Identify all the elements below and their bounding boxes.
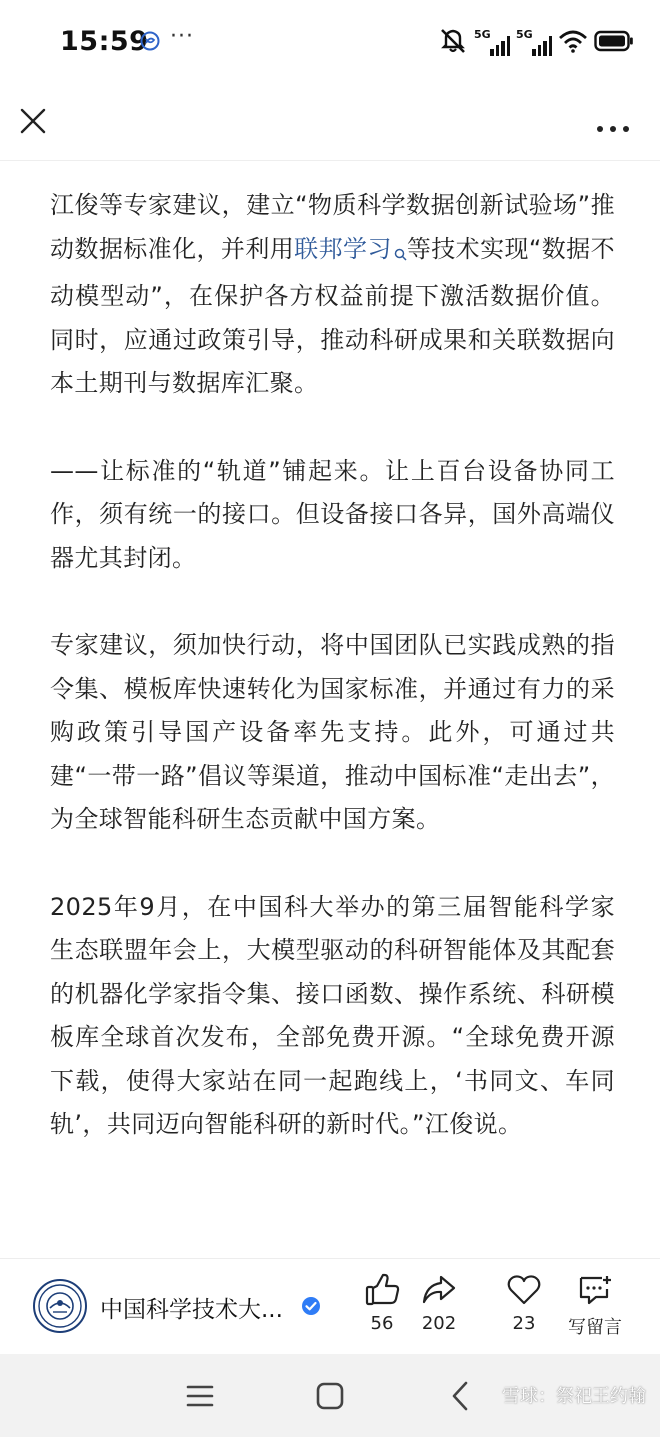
signal-2-label: 5G — [516, 28, 533, 41]
comment-button[interactable] — [555, 1273, 635, 1351]
thumbs-up-icon — [364, 1273, 400, 1307]
wifi-icon — [558, 29, 588, 57]
signal-1-label: 5G — [474, 28, 491, 41]
comment-label: 写留言 — [568, 1317, 622, 1338]
back-chevron-icon — [440, 1376, 480, 1416]
article-paragraph-4: 2025年9月，在中国科大举办的第三届智能科学家生态联盟年会上，大模型驱动的科研智能体及其配套的机器化学家指令集、接口函数、操作系统、科研模板库全球首次发布，全部免费开源。“全球免费开源下载，使得大家站在同一起跑线上，‘书同文、车同轨’，共同迈向智能科研的新时代。”江俊说。 — [50, 892, 615, 1139]
article-paragraph-1 — [50, 184, 615, 406]
like-count: 56 — [370, 1313, 394, 1334]
heart-icon — [506, 1273, 542, 1307]
top-bar — [0, 84, 660, 161]
article-paragraph-3: 专家建议，须加快行动，将中国团队已实践成熟的指令集、模板库快速转化为国家标准，并通过有力的采购政策引导国产设备率先支持。此外，可通过共建“一带一路”倡议等渠道，推动中国标准“走出去”，为全球智能科研生态贡献中国方案。 — [50, 630, 615, 834]
close-button[interactable] — [14, 102, 52, 140]
home-square-icon — [310, 1376, 350, 1416]
more-options-button[interactable] — [596, 118, 630, 126]
article-paragraph-2: ——让标准的“轨道”铺起来。让上百台设备协同工作，须有统一的接口。但设备接口各异，国外高端仪器尤其封闭。 — [50, 456, 615, 572]
signal-icon — [474, 28, 510, 58]
comment-icon — [577, 1273, 613, 1307]
nav-menu-button[interactable] — [180, 1376, 220, 1416]
status-time: 15:59 — [60, 26, 149, 57]
close-icon — [14, 102, 52, 140]
watermark-text: 雪球：祭祀王约翰 — [502, 1386, 646, 1407]
share-button[interactable] — [399, 1273, 479, 1351]
nav-back-button[interactable] — [440, 1376, 480, 1416]
favorite-count: 23 — [512, 1313, 536, 1334]
app-notification-icon — [140, 31, 160, 55]
author-avatar[interactable] — [33, 1279, 87, 1333]
author-name[interactable]: 中国科学技术大... — [100, 1297, 283, 1323]
share-icon — [421, 1273, 457, 1307]
nav-home-button[interactable] — [310, 1376, 350, 1416]
mute-icon — [438, 27, 468, 59]
more-dots-icon: ··· — [170, 24, 194, 49]
menu-icon — [180, 1376, 220, 1416]
favorite-button[interactable] — [484, 1273, 564, 1351]
status-icons — [438, 26, 634, 60]
signal-icon-2 — [516, 28, 552, 58]
status-bar — [0, 0, 660, 84]
article-body — [50, 184, 615, 1147]
federated-learning-link[interactable] — [294, 235, 407, 263]
paragraph-1-text-b: 等技术实现“数据不动模型动”，在保护各方权益前提下激活数据价值。同时，应通过政策引导，推动科研成果和关联数据向本土期刊与数据库汇聚。 — [50, 234, 615, 398]
search-icon — [394, 232, 407, 276]
battery-icon — [594, 30, 634, 56]
more-horizontal-icon — [596, 125, 630, 133]
share-count: 202 — [421, 1313, 457, 1334]
paragraph-1-text-a: 江俊等专家建议，建立“物质科学数据创新试验场”推动数据标准化，并利用 — [50, 191, 615, 263]
link-text: 联邦学习 — [294, 234, 392, 263]
verified-badge-icon — [301, 1296, 321, 1320]
system-nav-bar — [0, 1354, 660, 1437]
author-action-bar — [0, 1258, 660, 1355]
